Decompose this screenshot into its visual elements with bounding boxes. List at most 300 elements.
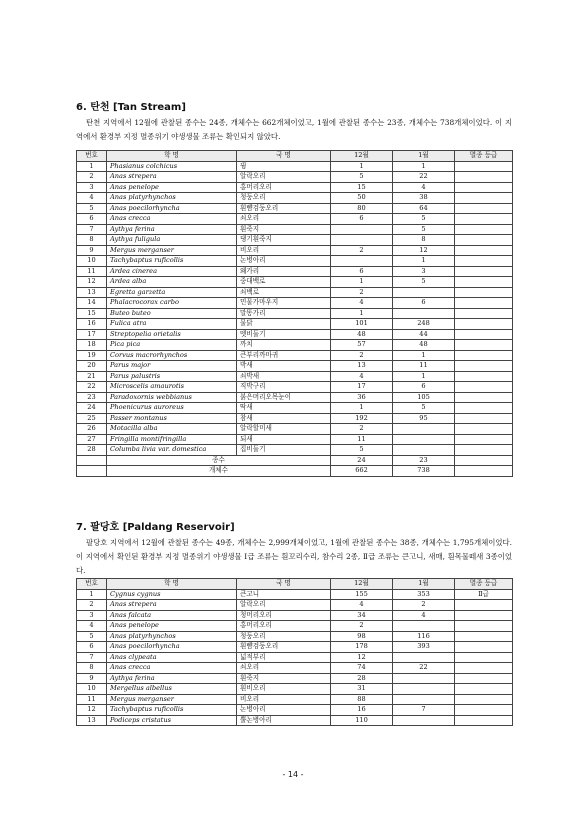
cell-number: 15	[77, 308, 107, 319]
cell-scientific-name: Tachybaptus ruficollis	[107, 705, 237, 716]
cell-grade	[455, 256, 513, 267]
section-6-paragraph: 탄천 지역에서 12월에 관찰된 종수는 24종, 개체수는 662개체이었고, 1월에 관찰된 종수는 23종, 개체수는 738개체이었다. 이 지역에서 환경부 지정 멸종위기 야생생물 조류는 확인되지 않았다.	[76, 118, 512, 141]
cell-scientific-name: Phasianus colchicus	[107, 161, 237, 172]
cell-number: 9	[77, 245, 107, 256]
cell-january: 1	[393, 161, 455, 172]
cell-december: 57	[331, 340, 393, 351]
cell-december: 36	[331, 392, 393, 403]
cell-scientific-name: Ardea alba	[107, 277, 237, 288]
cell-december: 15	[331, 182, 393, 193]
cell-january: 38	[393, 193, 455, 204]
table-row	[77, 434, 513, 445]
section-7-table	[76, 578, 513, 726]
cell-korean-name: 중대백로	[237, 277, 331, 288]
total-grade	[455, 466, 513, 477]
cell-korean-name: 알락오리	[237, 172, 331, 183]
table-row	[77, 642, 513, 653]
cell-scientific-name: Microscelis amaurotis	[107, 382, 237, 393]
cell-january	[393, 424, 455, 435]
cell-number: 9	[77, 673, 107, 684]
cell-december: 192	[331, 413, 393, 424]
cell-scientific-name: Motacilla alba	[107, 424, 237, 435]
column-header: 12월	[331, 151, 393, 162]
cell-january	[393, 287, 455, 298]
cell-grade	[455, 203, 513, 214]
column-header: 1월	[393, 579, 455, 590]
cell-korean-name: 넓적부리	[237, 652, 331, 663]
cell-grade	[455, 663, 513, 674]
cell-number: 4	[77, 621, 107, 632]
cell-korean-name: 되새	[237, 434, 331, 445]
cell-grade	[455, 382, 513, 393]
cell-scientific-name: Streptopelia orietalis	[107, 329, 237, 340]
cell-number: 22	[77, 382, 107, 393]
cell-number: 14	[77, 298, 107, 309]
table-row	[77, 694, 513, 705]
cell-december: 2	[331, 287, 393, 298]
cell-january: 1	[393, 371, 455, 382]
table-row	[77, 361, 513, 372]
total-row	[77, 466, 513, 477]
cell-number: 7	[77, 224, 107, 235]
cell-december: 2	[331, 245, 393, 256]
column-header: 1월	[393, 151, 455, 162]
cell-grade	[455, 182, 513, 193]
column-header: 멸종 등급	[455, 151, 513, 162]
table-header-row	[77, 579, 513, 590]
table-row	[77, 403, 513, 414]
table-row	[77, 340, 513, 351]
cell-number: 1	[77, 589, 107, 600]
cell-korean-name: 논병아리	[237, 256, 331, 267]
cell-korean-name: 논병아리	[237, 705, 331, 716]
table-row	[77, 256, 513, 267]
cell-december: 6	[331, 214, 393, 225]
table-row	[77, 245, 513, 256]
table-row	[77, 684, 513, 695]
table-row	[77, 319, 513, 330]
table-row	[77, 652, 513, 663]
total-december: 662	[331, 466, 393, 477]
total-january: 738	[393, 466, 455, 477]
cell-scientific-name: Aythya ferina	[107, 673, 237, 684]
cell-december: 16	[331, 705, 393, 716]
cell-grade	[455, 642, 513, 653]
total-january: 23	[393, 455, 455, 466]
cell-number: 10	[77, 256, 107, 267]
cell-grade: Ⅱ급	[455, 589, 513, 600]
cell-scientific-name: Anas crecca	[107, 214, 237, 225]
cell-grade	[455, 277, 513, 288]
cell-korean-name: 쇠오리	[237, 214, 331, 225]
cell-number: 8	[77, 235, 107, 246]
table-row	[77, 600, 513, 611]
cell-number: 25	[77, 413, 107, 424]
cell-korean-name: 흰뺨검둥오리	[237, 203, 331, 214]
cell-december: 2	[331, 424, 393, 435]
cell-number: 6	[77, 214, 107, 225]
cell-korean-name: 비오리	[237, 245, 331, 256]
cell-scientific-name: Ardea cinerea	[107, 266, 237, 277]
cell-january: 248	[393, 319, 455, 330]
cell-scientific-name: Mergus merganser	[107, 245, 237, 256]
table-row	[77, 663, 513, 674]
cell-january: 5	[393, 277, 455, 288]
cell-grade	[455, 371, 513, 382]
cell-december: 110	[331, 715, 393, 726]
cell-december: 1	[331, 161, 393, 172]
column-header: 번호	[77, 151, 107, 162]
cell-grade	[455, 715, 513, 726]
table-row	[77, 308, 513, 319]
cell-grade	[455, 694, 513, 705]
cell-korean-name: 홍머리오리	[237, 182, 331, 193]
cell-number: 11	[77, 266, 107, 277]
cell-grade	[455, 350, 513, 361]
column-header: 멸종 등급	[455, 579, 513, 590]
table-header-row	[77, 151, 513, 162]
table-row	[77, 589, 513, 600]
section-6-heading: 6. 탄천 [Tan Stream]	[76, 102, 186, 113]
cell-number: 3	[77, 182, 107, 193]
cell-number: 12	[77, 705, 107, 716]
table-row	[77, 350, 513, 361]
total-row	[77, 455, 513, 466]
column-header: 국 명	[237, 579, 331, 590]
cell-korean-name: 집비둘기	[237, 445, 331, 456]
cell-korean-name: 홍머리오리	[237, 621, 331, 632]
cell-number: 24	[77, 403, 107, 414]
cell-december	[331, 224, 393, 235]
table-row	[77, 277, 513, 288]
cell-korean-name: 뿔논병아리	[237, 715, 331, 726]
cell-december: 2	[331, 350, 393, 361]
column-header: 국 명	[237, 151, 331, 162]
cell-scientific-name: Egretta garzetta	[107, 287, 237, 298]
cell-january: 44	[393, 329, 455, 340]
cell-january: 1	[393, 256, 455, 267]
cell-scientific-name: Parus palustris	[107, 371, 237, 382]
cell-grade	[455, 245, 513, 256]
cell-december: 28	[331, 673, 393, 684]
cell-december: 4	[331, 600, 393, 611]
table-row	[77, 224, 513, 235]
cell-january: 3	[393, 266, 455, 277]
cell-december: 2	[331, 621, 393, 632]
cell-december: 5	[331, 172, 393, 183]
cell-grade	[455, 705, 513, 716]
cell-korean-name: 알락오리	[237, 600, 331, 611]
cell-korean-name: 비오리	[237, 694, 331, 705]
cell-december: 74	[331, 663, 393, 674]
cell-grade	[455, 266, 513, 277]
table-row	[77, 182, 513, 193]
cell-korean-name: 흰죽지	[237, 224, 331, 235]
column-header: 번호	[77, 579, 107, 590]
cell-grade	[455, 193, 513, 204]
table-row	[77, 203, 513, 214]
cell-december: 48	[331, 329, 393, 340]
cell-number: 6	[77, 642, 107, 653]
cell-scientific-name: Anas penelope	[107, 621, 237, 632]
cell-january: 5	[393, 214, 455, 225]
cell-scientific-name: Anas platyrhynchos	[107, 193, 237, 204]
cell-number: 16	[77, 319, 107, 330]
cell-korean-name: 알락할미새	[237, 424, 331, 435]
table-row	[77, 235, 513, 246]
table-row	[77, 413, 513, 424]
cell-number: 18	[77, 340, 107, 351]
cell-scientific-name: Tachybaptus ruficollis	[107, 256, 237, 267]
cell-scientific-name: Anas penelope	[107, 182, 237, 193]
cell-scientific-name: Parus major	[107, 361, 237, 372]
cell-january: 22	[393, 663, 455, 674]
cell-january: 1	[393, 350, 455, 361]
cell-korean-name: 민물가마우지	[237, 298, 331, 309]
section-7-paragraph: 팔당호 지역에서 12월에 관찰된 종수는 49종, 개체수는 2,999개체이었고, 1월에 관찰된 종수는 38종, 개체수는 1,795개체이었다. 이 지역에서 확인된 환경부 지정 멸종위기 야생생물 Ⅰ급 조류는 흰꼬리수리, 참수리 2종, Ⅱ급 조류는 큰고니, 새매, 흰목물떼새 3종이었다.	[76, 538, 512, 575]
cell-scientific-name: Corvus macrorhynchos	[107, 350, 237, 361]
cell-december: 4	[331, 371, 393, 382]
cell-korean-name: 쇠오리	[237, 663, 331, 674]
cell-scientific-name: Phalacrocorax carbo	[107, 298, 237, 309]
cell-january	[393, 694, 455, 705]
cell-december: 101	[331, 319, 393, 330]
cell-korean-name: 직박구리	[237, 382, 331, 393]
cell-grade	[455, 329, 513, 340]
total-label: 개체수	[107, 466, 331, 477]
cell-korean-name: 흰뺨검둥오리	[237, 642, 331, 653]
cell-number: 17	[77, 329, 107, 340]
cell-scientific-name: Cygnus cygnus	[107, 589, 237, 600]
total-grade	[455, 455, 513, 466]
cell-grade	[455, 308, 513, 319]
table-row	[77, 161, 513, 172]
cell-scientific-name: Pica pica	[107, 340, 237, 351]
cell-korean-name: 청둥오리	[237, 631, 331, 642]
cell-korean-name: 쇠박새	[237, 371, 331, 382]
cell-grade	[455, 621, 513, 632]
cell-grade	[455, 434, 513, 445]
cell-scientific-name: Podiceps cristatus	[107, 715, 237, 726]
cell-grade	[455, 361, 513, 372]
cell-scientific-name: Anas falcata	[107, 610, 237, 621]
cell-number: 20	[77, 361, 107, 372]
cell-december: 4	[331, 298, 393, 309]
cell-grade	[455, 424, 513, 435]
cell-korean-name: 참새	[237, 413, 331, 424]
cell-number: 19	[77, 350, 107, 361]
cell-number: 28	[77, 445, 107, 456]
cell-scientific-name: Aythya fuligula	[107, 235, 237, 246]
cell-korean-name: 댕기흰죽지	[237, 235, 331, 246]
cell-january: 7	[393, 705, 455, 716]
cell-number: 13	[77, 715, 107, 726]
column-header: 12월	[331, 579, 393, 590]
cell-december: 34	[331, 610, 393, 621]
cell-grade	[455, 224, 513, 235]
table-row	[77, 445, 513, 456]
cell-grade	[455, 403, 513, 414]
cell-january: 12	[393, 245, 455, 256]
cell-january: 353	[393, 589, 455, 600]
cell-number: 8	[77, 663, 107, 674]
table-row	[77, 621, 513, 632]
cell-december: 11	[331, 434, 393, 445]
cell-december: 1	[331, 403, 393, 414]
cell-december: 5	[331, 445, 393, 456]
cell-scientific-name: Anas poecilorhyncha	[107, 203, 237, 214]
cell-korean-name: 큰고니	[237, 589, 331, 600]
cell-january: 48	[393, 340, 455, 351]
cell-scientific-name: Paradoxornis webbianus	[107, 392, 237, 403]
cell-grade	[455, 684, 513, 695]
table-row	[77, 214, 513, 225]
cell-january	[393, 434, 455, 445]
table-row	[77, 193, 513, 204]
cell-korean-name: 까치	[237, 340, 331, 351]
cell-scientific-name: Buteo buteo	[107, 308, 237, 319]
column-header: 학 명	[107, 579, 237, 590]
table-row	[77, 705, 513, 716]
cell-december: 12	[331, 652, 393, 663]
cell-number: 11	[77, 694, 107, 705]
cell-number: 23	[77, 392, 107, 403]
table-row	[77, 424, 513, 435]
cell-january	[393, 621, 455, 632]
cell-january: 4	[393, 182, 455, 193]
cell-number: 5	[77, 203, 107, 214]
cell-december: 6	[331, 266, 393, 277]
table-row	[77, 382, 513, 393]
cell-scientific-name: Anas strepera	[107, 172, 237, 183]
cell-number: 10	[77, 684, 107, 695]
cell-december: 178	[331, 642, 393, 653]
cell-korean-name: 왜가리	[237, 266, 331, 277]
cell-korean-name: 딱새	[237, 403, 331, 414]
cell-december: 50	[331, 193, 393, 204]
table-row	[77, 329, 513, 340]
cell-scientific-name: Anas clypeata	[107, 652, 237, 663]
cell-december	[331, 256, 393, 267]
cell-scientific-name: Fringilla montifringilla	[107, 434, 237, 445]
cell-january: 393	[393, 642, 455, 653]
cell-korean-name: 물닭	[237, 319, 331, 330]
cell-january	[393, 308, 455, 319]
cell-january	[393, 673, 455, 684]
cell-grade	[455, 235, 513, 246]
cell-december: 80	[331, 203, 393, 214]
cell-number: 5	[77, 631, 107, 642]
cell-number: 4	[77, 193, 107, 204]
cell-number: 2	[77, 172, 107, 183]
cell-number: 7	[77, 652, 107, 663]
cell-december: 1	[331, 308, 393, 319]
cell-korean-name: 붉은머리오목눈이	[237, 392, 331, 403]
cell-korean-name: 큰부리까마귀	[237, 350, 331, 361]
cell-grade	[455, 214, 513, 225]
cell-january: 11	[393, 361, 455, 372]
cell-grade	[455, 631, 513, 642]
cell-scientific-name: Aythya ferina	[107, 224, 237, 235]
cell-january: 8	[393, 235, 455, 246]
cell-january: 116	[393, 631, 455, 642]
cell-grade	[455, 413, 513, 424]
cell-january	[393, 715, 455, 726]
cell-scientific-name: Phoenicurus auroreus	[107, 403, 237, 414]
cell-january	[393, 652, 455, 663]
cell-december	[331, 235, 393, 246]
table-row	[77, 371, 513, 382]
table-row	[77, 298, 513, 309]
cell-january	[393, 684, 455, 695]
table-row	[77, 610, 513, 621]
cell-january: 22	[393, 172, 455, 183]
cell-number: 21	[77, 371, 107, 382]
cell-grade	[455, 392, 513, 403]
cell-number: 13	[77, 287, 107, 298]
cell-scientific-name: Mergellus albellus	[107, 684, 237, 695]
section-6-table	[76, 150, 513, 477]
column-header: 학 명	[107, 151, 237, 162]
cell-korean-name: 꿩	[237, 161, 331, 172]
cell-scientific-name: Anas platyrhynchos	[107, 631, 237, 642]
total-blank-cell	[77, 466, 107, 477]
cell-korean-name: 쇠백로	[237, 287, 331, 298]
cell-grade	[455, 652, 513, 663]
table-row	[77, 392, 513, 403]
cell-january: 2	[393, 600, 455, 611]
cell-number: 12	[77, 277, 107, 288]
cell-january: 4	[393, 610, 455, 621]
table-row	[77, 631, 513, 642]
total-december: 24	[331, 455, 393, 466]
cell-scientific-name: Anas crecca	[107, 663, 237, 674]
cell-january: 6	[393, 382, 455, 393]
cell-grade	[455, 161, 513, 172]
cell-korean-name: 박새	[237, 361, 331, 372]
cell-scientific-name: Fulica atra	[107, 319, 237, 330]
cell-december: 13	[331, 361, 393, 372]
cell-december: 155	[331, 589, 393, 600]
cell-grade	[455, 610, 513, 621]
cell-grade	[455, 673, 513, 684]
cell-scientific-name: Anas poecilorhyncha	[107, 642, 237, 653]
section-7-heading: 7. 팔당호 [Paldang Reservoir]	[76, 522, 235, 533]
cell-scientific-name: Anas strepera	[107, 600, 237, 611]
cell-grade	[455, 298, 513, 309]
cell-number: 1	[77, 161, 107, 172]
cell-grade	[455, 340, 513, 351]
cell-grade	[455, 287, 513, 298]
cell-korean-name: 흰죽지	[237, 673, 331, 684]
cell-january: 95	[393, 413, 455, 424]
table-row	[77, 287, 513, 298]
cell-january: 6	[393, 298, 455, 309]
cell-december: 31	[331, 684, 393, 695]
cell-korean-name: 청둥오리	[237, 193, 331, 204]
cell-number: 26	[77, 424, 107, 435]
table-row	[77, 715, 513, 726]
cell-korean-name: 멧비둘기	[237, 329, 331, 340]
table-row	[77, 172, 513, 183]
cell-number: 27	[77, 434, 107, 445]
table-row	[77, 673, 513, 684]
cell-korean-name: 흰비오리	[237, 684, 331, 695]
cell-scientific-name: Columba livia var. domestica	[107, 445, 237, 456]
cell-december: 1	[331, 277, 393, 288]
cell-january: 64	[393, 203, 455, 214]
page-number: - 14 -	[282, 770, 304, 779]
